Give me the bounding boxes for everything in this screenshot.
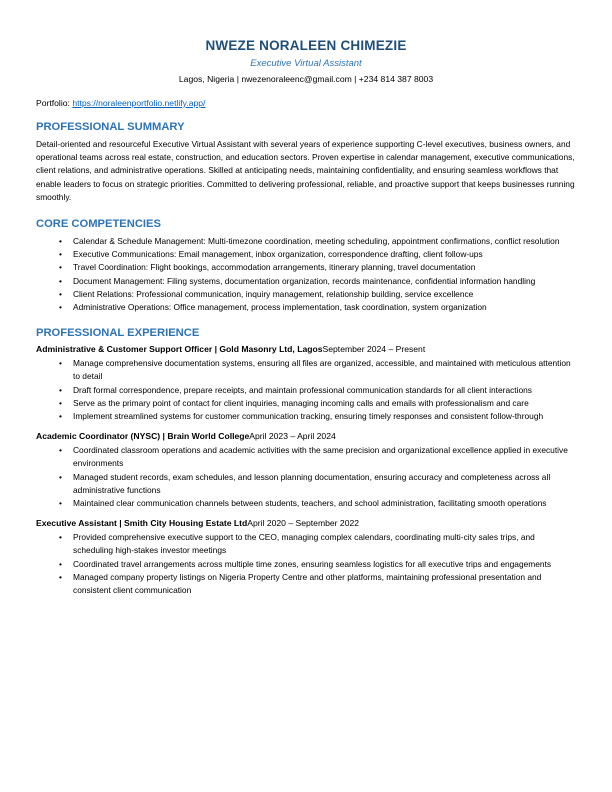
list-item: • Executive Communications: Email management, inbox organization, correspondence drafting, client follow-ups [36,248,576,261]
list-item: • Administrative Operations: Office management, process implementation, task coordination, system organization [36,301,576,314]
bullet-icon: • [59,397,62,408]
job-bullets [36,357,576,423]
list-item: • Manage comprehensive documentation systems, ensuring all files are organized, accessible, and maintained with meticulous attention to detail [59,358,571,382]
job-role: Executive Assistant | Smith City Housing Estate Ltd [36,518,248,529]
portfolio-link[interactable]: https://noraleenportfolio.netlify.app/ [72,98,206,108]
job-dates: April 2023 – April 2024 [249,431,336,442]
job-role: Administrative & Customer Support Officer | Gold Masonry Ltd, Lagos [36,344,323,355]
candidate-name: NWEZE NORALEEN CHIMEZIE [205,38,407,53]
list-item: • Coordinated classroom operations and academic activities with the same precision and organizational excellence applied in executive environments [59,445,568,469]
bullet-icon: • [59,445,62,456]
bullet-icon: • [59,498,62,509]
list-item: • Managed student records, exam schedules, and lesson planning documentation, ensuring accuracy and completeness across all administrative functions [59,471,551,495]
list-item: • Calendar & Schedule Management: Multi-timezone coordination, meeting scheduling, appointment confirmations, conflict resolution [36,235,576,248]
bullet-icon: • [59,411,62,422]
bullet-icon: • [59,236,62,247]
bullet-icon: • [59,471,62,482]
bullet-icon: • [59,302,62,313]
bullet-icon: • [59,358,62,369]
summary-heading: PROFESSIONAL SUMMARY [36,121,185,133]
job-role: Academic Coordinator (NYSC) | Brain World College [36,431,250,442]
list-item: • Managed company property listings on Nigeria Property Centre and other platforms, maintaining professional presentation and consistent client communication [59,571,542,596]
bullet-icon: • [59,288,62,299]
portfolio-label: Portfolio: [36,98,73,108]
experience-heading: PROFESSIONAL EXPERIENCE [36,327,200,340]
bullet-icon: • [59,384,62,395]
bullet-icon: • [59,558,62,569]
job-entry [36,344,576,423]
competencies-list [36,235,576,314]
list-item: • Coordinated travel arrangements across multiple time zones, ensuring seamless logistics for all executive trips and engagements [36,558,576,571]
contact-line: Lagos, Nigeria | nwezenoraleenc@gmail.com | +234 814 387 8003 [178,74,434,84]
list-item: • Draft formal correspondence, prepare receipts, and maintain professional communication standards for all client interactions [36,384,576,397]
job-entry [36,431,576,510]
list-item: • Implement streamlined systems for customer communication tracking, ensuring timely responses and consistent follow-through [36,410,576,423]
list-item: • Document Management: Filing systems, documentation organization, records maintenance, confidential information handling [36,275,576,288]
list-item: • Serve as the primary point of contact for client inquiries, managing incoming calls and emails with professionalism and care [36,397,576,410]
job-dates: April 2020 – September 2022 [247,518,360,529]
bullet-icon: • [59,275,62,286]
list-item: • Provided comprehensive executive support to the CEO, managing complex calendars, coordinating multi-city sales trips, and scheduling high-stakes investor meetings [59,532,535,556]
list-item: • Maintained clear communication channels between students, teachers, and school administration, facilitating smooth operations [36,497,576,510]
job-bullets [36,531,576,597]
job-subtitle: Executive Virtual Assistant [250,58,362,69]
bullet-icon: • [59,249,62,260]
portfolio-line [36,98,576,108]
bullet-icon: • [59,571,62,582]
list-item: • Client Relations: Professional communication, inquiry management, relationship building, service excellence [36,288,576,301]
job-title-line [36,431,576,441]
job-title-line [36,518,576,528]
bullet-icon: • [59,262,62,273]
job-title-line [36,344,576,354]
list-item: • Travel Coordination: Flight bookings, accommodation arrangements, itinerary planning, travel documentation [36,261,576,274]
bullet-icon: • [59,532,62,543]
competencies-heading: CORE COMPETENCIES [36,218,161,231]
job-bullets [36,444,576,510]
summary-text: Detail-oriented and resourceful Executive Virtual Assistant with several years of experience supporting C-level executives, business owners, and operational teams across real estate, construction, and education sectors. Proven expertise in calendar management, executive communications, client relations, and administrative operations. Skilled at anticipating needs, maintaining confidentiality, and ensuring seamless workflows that enable leaders to focus on strategic priorities. Committed to delivering professional, reliable, and proactive support that keeps businesses running smoothly. [36,139,575,202]
job-entry [36,518,576,597]
job-dates: September 2024 – Present [322,344,426,355]
